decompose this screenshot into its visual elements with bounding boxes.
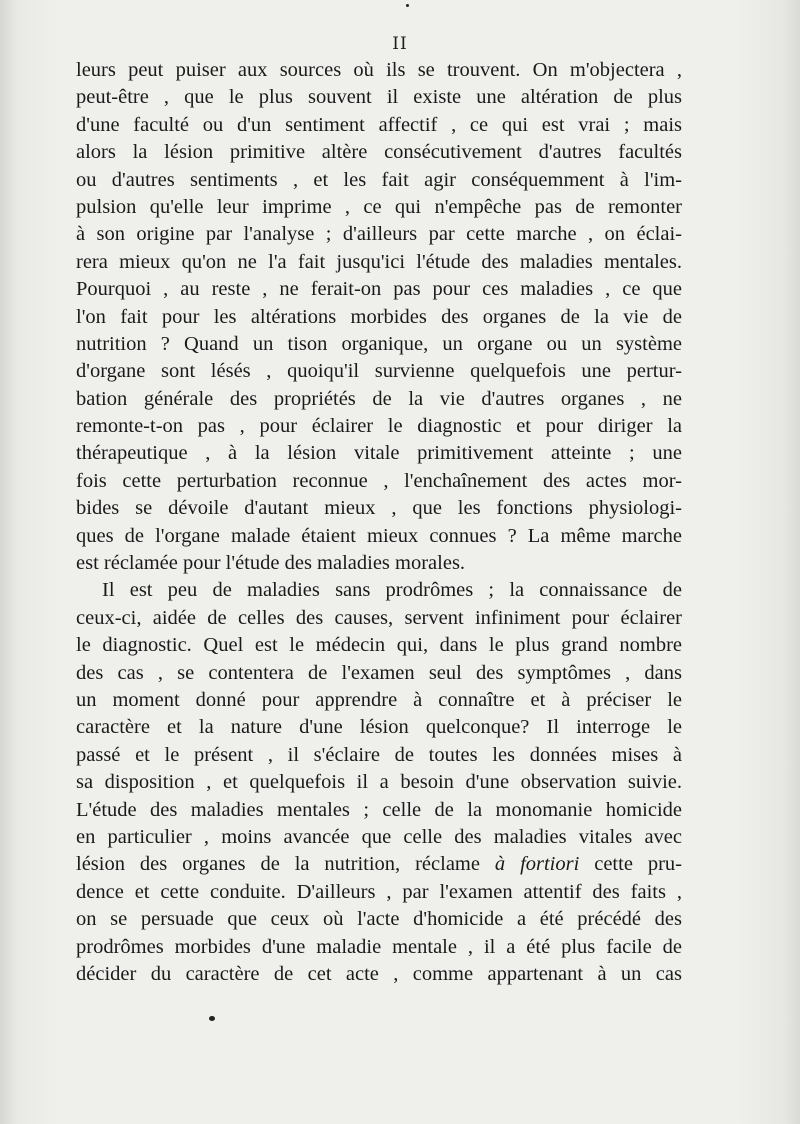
text-line <box>76 112 682 139</box>
text-line <box>76 139 682 166</box>
text-segment: prodrômes morbides d'une maladie mentale , il a été plus facile de <box>76 935 682 958</box>
text-line <box>76 660 682 687</box>
italic-term: à fortiori <box>494 853 580 876</box>
text-segment: Pourquoi , au reste , ne ferait-on pas pour ces maladies , ce que <box>76 278 682 301</box>
text-line <box>76 632 682 659</box>
text-line <box>76 413 682 440</box>
text-segment: alors la lésion primitive altère consécutivement d'autres facultés <box>76 141 682 164</box>
text-segment: un moment donné pour apprendre à connaître et à préciser le <box>76 688 682 711</box>
text-line <box>76 167 682 194</box>
text-line <box>76 358 682 385</box>
text-line <box>76 468 682 495</box>
text-segment: ou d'autres sentiments , et les fait agir conséquemment à l'im- <box>76 168 682 191</box>
text-line <box>76 605 682 632</box>
text-segment: passé et le présent , il s'éclaire de toutes les données mises à <box>76 743 682 766</box>
text-segment: le diagnostic. Quel est le médecin qui, dans le plus grand nombre <box>76 634 682 657</box>
text-line <box>76 386 682 413</box>
text-line <box>76 742 682 769</box>
text-segment: L'étude des maladies mentales ; celle de la monomanie homicide <box>76 798 682 821</box>
text-line <box>76 495 682 522</box>
text-line <box>76 906 682 933</box>
text-line <box>76 769 682 796</box>
text-segment: nutrition ? Quand un tison organique, un organe ou un système <box>76 332 682 355</box>
text-line <box>76 523 682 550</box>
text-line <box>76 304 682 331</box>
text-line <box>76 934 682 961</box>
text-line <box>76 824 682 851</box>
text-segment: bation générale des propriétés de la vie d'autres organes , ne <box>76 387 682 410</box>
text-segment: lésion des organes de la nutrition, réclame <box>76 853 495 876</box>
ink-speck <box>406 4 409 7</box>
text-line <box>76 851 682 878</box>
text-segment: d'une faculté ou d'un sentiment affectif , ce qui est vrai ; mais <box>76 113 682 136</box>
text-segment: à son origine par l'analyse ; d'ailleurs par cette marche , on éclai- <box>76 223 682 246</box>
text-line <box>76 221 682 248</box>
text-line <box>76 440 682 467</box>
text-line <box>76 879 682 906</box>
text-line <box>76 194 682 221</box>
text-segment: fois cette perturbation reconnue , l'enchaînement des actes mor- <box>76 469 682 492</box>
ink-speck <box>209 1016 215 1021</box>
text-segment: peut-être , que le plus souvent il existe une altération de plus <box>76 86 682 109</box>
text-segment: cette pru- <box>579 853 683 876</box>
text-line <box>76 276 682 303</box>
text-segment: caractère et la nature d'une lésion quelconque? Il interroge le <box>76 716 682 739</box>
body-text <box>76 57 682 988</box>
text-line <box>76 714 682 741</box>
text-line <box>76 797 682 824</box>
text-line <box>76 249 682 276</box>
text-segment: sa disposition , et quelquefois il a besoin d'une observation suivie. <box>76 771 682 794</box>
text-segment: décider du caractère de cet acte , comme appartenant à un cas <box>76 962 682 985</box>
text-line <box>76 687 682 714</box>
text-segment: pulsion qu'elle leur imprime , ce qui n'empêche pas de remonter <box>76 195 682 218</box>
text-segment: on se persuade que ceux où l'acte d'homicide a été précédé des <box>76 908 682 931</box>
text-line <box>76 84 682 111</box>
text-line <box>76 57 682 84</box>
text-segment: thérapeutique , à la lésion vitale primitivement atteinte ; une <box>76 442 682 465</box>
text-segment: bides se dévoile d'autant mieux , que les fonctions physiologi- <box>76 497 682 520</box>
text-segment: l'on fait pour les altérations morbides des organes de la vie de <box>76 305 682 328</box>
text-line <box>76 961 682 988</box>
text-line <box>76 550 682 577</box>
text-segment: est réclamée pour l'étude des maladies morales. <box>76 552 466 575</box>
text-segment: ques de l'organe malade étaient mieux connues ? La même marche <box>76 524 682 547</box>
text-segment: rera mieux qu'on ne l'a fait jusqu'ici l'étude des maladies mentales. <box>76 250 682 273</box>
text-segment: en particulier , moins avancée que celle des maladies vitales avec <box>76 825 682 848</box>
text-segment: dence et cette conduite. D'ailleurs , par l'examen attentif des faits , <box>76 880 682 903</box>
text-segment: ceux-ci, aidée de celles des causes, servent infiniment pour éclairer <box>76 606 682 629</box>
text-segment: des cas , se contentera de l'examen seul des symptômes , dans <box>76 661 682 684</box>
text-line <box>76 331 682 358</box>
text-line <box>76 577 682 604</box>
page-number: II <box>392 34 408 54</box>
text-segment: remonte-t-on pas , pour éclairer le diagnostic et pour diriger la <box>76 415 682 438</box>
text-segment: Il est peu de maladies sans prodrômes ; la connaissance de <box>102 579 682 602</box>
text-segment: d'organe sont lésés , quoiqu'il survienne quelquefois une pertur- <box>76 360 682 383</box>
text-segment: leurs peut puiser aux sources où ils se trouvent. On m'objectera , <box>76 59 682 81</box>
